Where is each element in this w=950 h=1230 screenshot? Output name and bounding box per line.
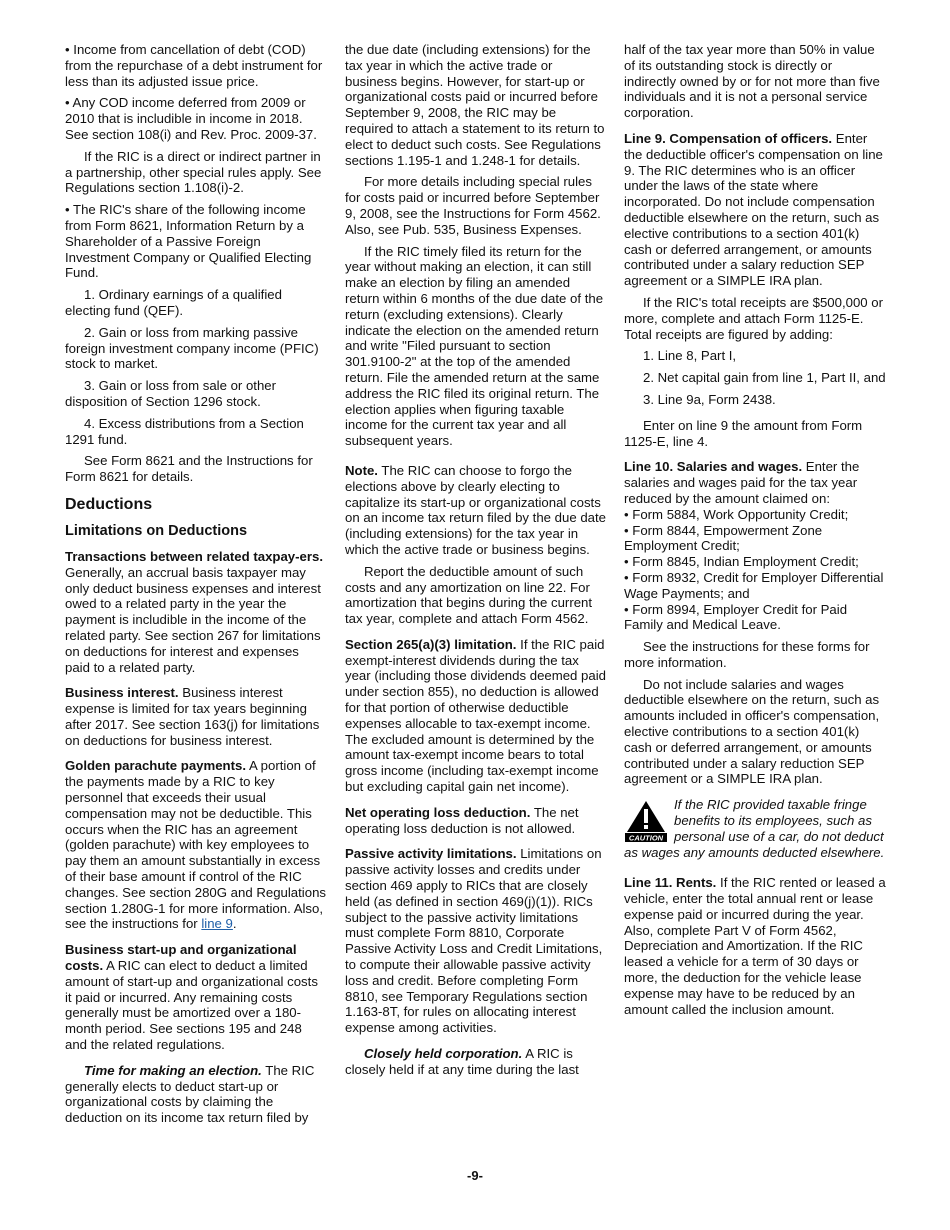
line-11-paragraph xyxy=(624,875,886,1017)
nol-title: Net operating loss deduction. xyxy=(345,804,531,820)
closely-held-text: A RIC is closely held if at any time during the last xyxy=(345,1046,579,1077)
enter-line-9-paragraph: Enter on line 9 the amount from Form 1125-E, line 4. xyxy=(624,417,863,449)
see-instructions-paragraph: See the instructions for these forms for more information. xyxy=(624,639,870,670)
total-receipts-paragraph: If the RIC's total receipts are $500,000 or more, complete and attach Form 1125-E. Total receipts are figured by adding: xyxy=(624,294,884,342)
startup-costs-text: A RIC can elect to deduct a limited amount of start-up and organizational costs it paid or incurred. Any remaining costs generally must be amortized over a 180-month period. See sections 195 and 248 and the related regulations. xyxy=(65,958,318,1053)
line-10-title: Line 10. Salaries and wages. xyxy=(624,459,803,475)
related-party-paragraph xyxy=(65,549,327,675)
related-party-title: Transactions between related taxpay-ers. xyxy=(65,548,323,564)
cod-deferred-bullet: • Any COD income deferred from 2009 or 2010 that is includible in income in 2018. See section 108(i) and Rev. Proc. 2009-37. xyxy=(65,95,317,142)
closely-held-paragraph xyxy=(345,1046,606,1078)
caution-label: CAUTION xyxy=(628,833,664,843)
note-title: Note. xyxy=(345,462,378,478)
due-date-paragraph: the due date (including extensions) for the tax year in which the active trade or business begins. However, for start-up or organizational costs paid or incurred before September 9, 2008, the RIC may be required to attach a statement to its return to elect to deduct such costs. See Regulations sections 1.195-1 and 1.248-1 for details. xyxy=(345,42,605,168)
column-left xyxy=(65,42,327,1132)
election-time-title: Time for making an election. xyxy=(84,1062,262,1078)
do-not-include-paragraph: Do not include salaries and wages deductible elsewhere on the return, such as amounts included in officer's compensation, elective contributions to a section 401(k) cash or deferred arrangement, or amounts contributed under a salary reduction SEP agreement or a SIMPLE IRA plan. xyxy=(624,676,880,787)
section-265-paragraph xyxy=(345,637,606,795)
list-item: • Form 8845, Indian Employment Credit; xyxy=(624,554,859,570)
column-middle xyxy=(345,42,606,1084)
line-10-text: Enter the salaries and wages paid for the tax year reduced by the amount claimed on: xyxy=(624,459,860,506)
golden-parachute-paragraph xyxy=(65,758,327,932)
caution-warning-icon xyxy=(624,799,668,843)
line-9-link[interactable]: line 9 xyxy=(201,916,233,932)
note-text: The RIC can choose to forgo the elections above by clearly electing to capitalize its start-up or organizational costs on an income tax return filed by the due date (including extensions) for the tax year in which the active trade or business begins. xyxy=(345,462,606,557)
see-form-8621: See Form 8621 and the Instructions for Form 8621 for details. xyxy=(65,453,313,485)
related-party-text: Generally, an accrual basis taxpayer may only deduct business expenses and interest owed to a related party in the year the payment is includible in the income of the related party. See section 267 for limitations on deductions for interest and expenses paid to a related party. xyxy=(65,564,321,675)
startup-costs-paragraph xyxy=(65,942,327,1053)
period: . xyxy=(232,916,237,932)
election-time-paragraph xyxy=(65,1063,327,1126)
list-item: • Form 8844, Empowerment Zone Employment Credit; xyxy=(624,522,823,554)
list-item: 4. Excess distributions from a Section 1291 fund. xyxy=(65,415,304,447)
business-interest-title: Business interest. xyxy=(65,685,179,701)
list-item: 2. Net capital gain from line 1, Part II, and xyxy=(643,370,886,386)
partner-paragraph: If the RIC is a direct or indirect partner in a partnership, other special rules apply. See Regulations section 1.108(i)-2. xyxy=(65,148,322,196)
caution-note xyxy=(624,797,886,861)
list-item: 2. Gain or loss from marking passive foreign investment company income (PFIC) stock to market. xyxy=(65,324,319,372)
nol-text: The net operating loss deduction is not allowed. xyxy=(345,804,579,836)
amended-return-paragraph: If the RIC timely filed its return for the year without making an election, it can still make an election by filing an amended return within 6 months of the due date of the return (excluding extensions). Clearly indicate the election on the amended return and write "Filed pursuant to section 301.9100-2" at the top of the amended return. File the amended return at the same address the RIC filed its original return. The election applies when figuring taxable income for the current tax year and all subsequent years. xyxy=(345,243,604,449)
line-10-paragraph xyxy=(624,459,886,506)
limitations-heading: Limitations on Deductions xyxy=(65,522,248,539)
golden-parachute-title: Golden parachute payments. xyxy=(65,758,247,774)
startup-costs-title: Business start-up and organizational costs. xyxy=(65,942,297,974)
closely-held-title: Closely held corporation. xyxy=(364,1046,523,1062)
line-11-title: Line 11. Rents. xyxy=(624,875,717,891)
more-details-paragraph: For more details including special rules for costs paid or incurred before September 9, 2008, see the Instructions for Form 4562. Also, see Pub. 535, Business Expenses. xyxy=(345,174,601,237)
line-9-title: Line 9. Compensation of officers. xyxy=(624,130,833,146)
section-265-text: If the RIC paid exempt-interest dividends during the tax year (including those dividends deemed paid under section 855), no deduction is allowed for that portion of otherwise deductible expenses allocable to tax-exempt income. The excluded amount is determined by the amount tax-exempt income bears to total gross income (including tax-exempt income but excluding capital gain net income). xyxy=(345,636,606,795)
section-265-title: Section 265(a)(3) limitation. xyxy=(345,636,517,652)
list-item: 3. Gain or loss from sale or other disposition of Section 1296 stock. xyxy=(65,378,277,409)
list-item: 1. Line 8, Part I, xyxy=(643,348,737,364)
line-9-text: Enter the deductible officer's compensation on line 9. The RIC determines who is an officer under the laws of the state where incorporated. Do not include compensation deductible elsewhere on the return, such as elective contributions to a section 401(k) cash or deferred arrangement, or amounts contributed under a salary reduction SEP agreement or a SIMPLE IRA plan. xyxy=(624,130,883,289)
line-9-paragraph xyxy=(624,131,886,289)
deductions-heading: Deductions xyxy=(65,495,153,513)
caution-text: If the RIC provided taxable fringe benefits to its employees, such as personal use of a car, do not deduct as wages any amounts deducted elsewhere. xyxy=(624,797,885,860)
list-item: • Form 8932, Credit for Employer Differential Wage Payments; and xyxy=(624,569,884,601)
cod-bullet: • Income from cancellation of debt (COD) from the repurchase of a debt instrument for less than its adjusted issue price. xyxy=(65,42,323,89)
column-right xyxy=(624,42,886,1023)
business-interest-paragraph xyxy=(65,685,327,748)
note-paragraph xyxy=(345,463,606,558)
closely-held-continued: half of the tax year more than 50% in value of its outstanding stock is directly or indirectly owned by or for not more than five individuals and it is not a personal service corporation. xyxy=(624,42,880,121)
passive-activity-text: Limitations on passive activity losses and credits under section 469 apply to RICs that are closely held (as defined in section 469(j)(1)). RICs subject to the passive activity limitations must complete Form 8810, Corporate Passive Activity Loss and Credit Limitations, to compute their allowable passive activity loss and credit. Before completing Form 8810, see Temporary Regulations section 1.163-8T, for rules on allocating interest expense among activities. xyxy=(345,846,603,1036)
passive-activity-title: Passive activity limitations. xyxy=(345,846,517,862)
business-interest-text: Business interest expense is limited for tax years beginning after 2017. See section 163(j) for limitations on deductions for business interest. xyxy=(65,685,320,748)
page-number: -9- xyxy=(467,1168,483,1183)
passive-activity-paragraph xyxy=(345,846,606,1036)
nol-paragraph xyxy=(345,805,606,837)
line-11-text: If the RIC rented or leased a vehicle, enter the total annual rent or lease expense paid or incurred during the year. Also, complete Part V of Form 4562, Depreciation and Amortization. If the RIC leased a vehicle for a term of 30 days or more, the deduction for the vehicle lease expense may have to be reduced by an amount called the inclusion amount. xyxy=(624,875,886,1017)
form-8621-bullet: • The RIC's share of the following income from Form 8621, Information Return by a Shareholder of a Passive Foreign Investment Company or Qualified Electing Fund. xyxy=(65,202,312,281)
report-deductible-paragraph: Report the deductible amount of such costs and any amortization on line 22. For amortization that begins during the current tax year, complete and attach Form 4562. xyxy=(345,563,593,627)
list-item: 3. Line 9a, Form 2438. xyxy=(643,391,776,407)
golden-parachute-text: A portion of the payments made by a RIC to key personnel that exceeds their usual compensation may not be deductible. This occurs when the RIC has an agreement (golden parachute) with key employees to pay them an amount substantially in excess of their base amount if control of the RIC changes. See section 280G and Regulations section 1.280G-1 for more information. Also, see the instructions for xyxy=(65,758,327,932)
election-time-text: The RIC generally elects to deduct start-up or organizational costs by claiming the deduction on its income tax return filed by xyxy=(65,1062,315,1126)
list-item: • Form 5884, Work Opportunity Credit; xyxy=(624,506,849,522)
list-item: 1. Ordinary earnings of a qualified electing fund (QEF). xyxy=(65,287,282,318)
list-item: • Form 8994, Employer Credit for Paid Family and Medical Leave. xyxy=(624,601,848,633)
